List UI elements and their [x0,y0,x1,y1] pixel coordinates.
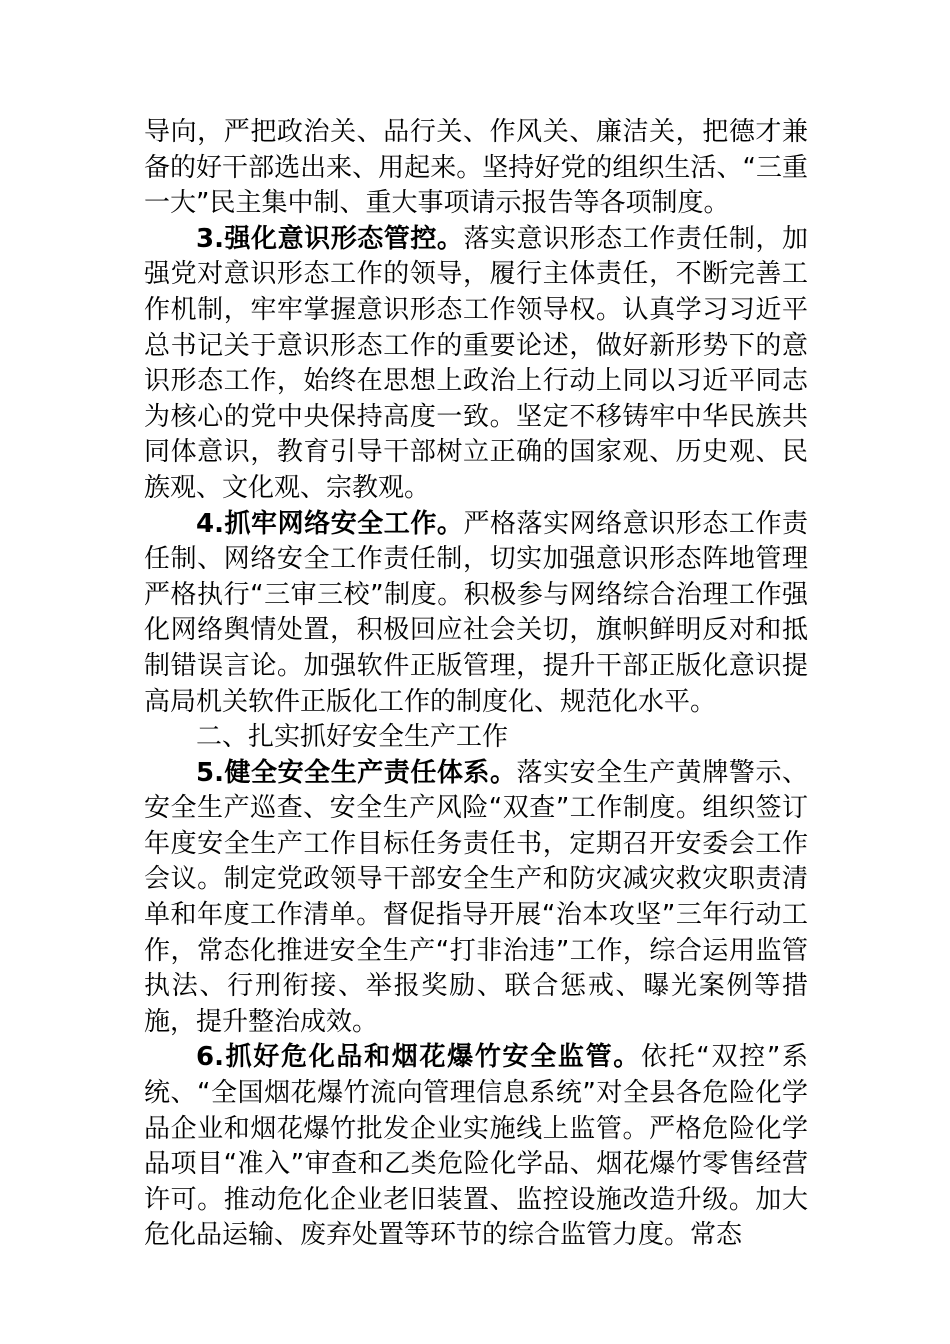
paragraph-body: 导向，严把政治关、品行关、作风关、廉洁关，把德才兼备的好干部选出来、用起来。坚持好党的组织生活、“三重一大”民主集中制、重大事项请示报告等各项制度。 [144,117,808,219]
paragraph-safety-responsibility [144,756,808,1041]
paragraph-continuation [144,115,808,222]
document-body [144,115,808,1254]
paragraph-body: 落实安全生产黄牌警示、安全生产巡查、安全生产风险“双查”工作制度。组织签订年度安全生产工作目标任务责任书，定期召开安委会工作会议。制定党政领导干部安全生产和防灾减灾救灾职责清单和年度工作清单。督促指导开展“治本攻坚”三年行动工作，常态化推进安全生产“打非治违”工作，综合运用监管执法、行刑衔接、举报奖励、联合惩戒、曝光案例等措施，提升整治成效。 [144,757,808,1037]
paragraph-hazardous-chemicals [144,1040,808,1254]
paragraph-body: 落实意识形态工作责任制，加强党对意识形态工作的领导，履行主体责任，不断完善工作机制，牢牢掌握意识形态工作领导权。认真学习习近平总书记关于意识形态工作的重要论述，做好新形势下的意识形态工作，始终在思想上政治上行动上同以习近平同志为核心的党中央保持高度一致。坚定不移铸牢中华民族共同体意识，教育引导干部树立正确的国家观、历史观、民族观、文化观、宗教观。 [144,223,808,503]
paragraph-heading: 4.抓牢网络安全工作。 [196,508,464,539]
paragraph-heading: 6.抓好危化品和烟花爆竹安全监管。 [196,1042,641,1073]
paragraph-network-security [144,507,808,721]
paragraph-ideology-control [144,222,808,507]
paragraph-heading: 5.健全安全生产责任体系。 [196,757,517,788]
paragraph-body: 依托“双控”系统、“全国烟花爆竹流向管理信息系统”对全县各危险化学品企业和烟花爆竹批发企业实施线上监管。严格危险化学品项目“准入”审查和乙类危险化学品、烟花爆竹零售经营许可。推动危化企业老旧装置、监控设施改造升级。加大危化品运输、废弃处置等环节的综合监管力度。常态 [144,1042,808,1251]
paragraph-heading: 3.强化意识形态管控。 [196,223,464,254]
paragraph-body: 严格落实网络意识形态工作责任制、网络安全工作责任制，切实加强意识形态阵地管理严格执行“三审三校”制度。积极参与网络综合治理工作强化网络舆情处置，积极回应社会关切，旗帜鲜明反对和抵制错误言论。加强软件正版管理，提升干部正版化意识提高局机关软件正版化工作的制度化、规范化水平。 [144,508,808,717]
section-heading-text: 二、扎实抓好安全生产工作 [196,722,509,753]
section-heading-safety-production [144,720,808,756]
